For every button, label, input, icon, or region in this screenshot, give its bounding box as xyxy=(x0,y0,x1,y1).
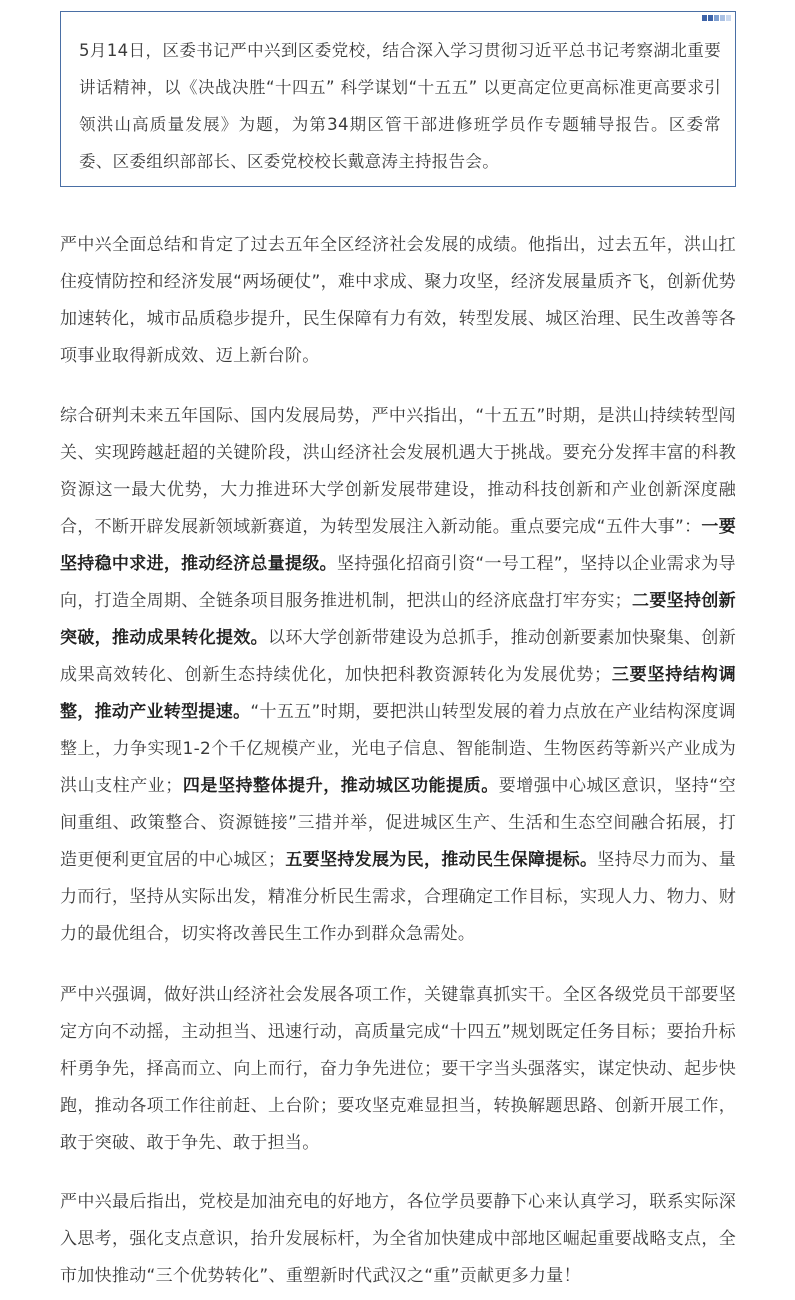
paragraph-emphasis: 严中兴强调，做好洪山经济社会发展各项工作，关键靠真抓实干。全区各级党员干部要坚定方向不动摇，主动担当、迅速行动，高质量完成“十四五”规划既定任务目标；要抬升标杆勇争先，择高而立、向上而行，奋力争先进位；要干字当头强落实，谋定快动、起步快跑，推动各项工作往前赶、上台阶；要攻坚克难显担当，转换解题思路、创新开展工作，敢于突破、敢于争先、敢于担当。 xyxy=(60,985,736,1153)
paragraph-achievements: 严中兴全面总结和肯定了过去五年全区经济社会发展的成绩。他指出，过去五年，洪山扛住疫情防控和经济发展“两场硬仗”，难中求成、聚力攻坚，经济发展量质齐飞，创新优势加速转化，城市品质稳步提升，民生保障有力有效，转型发展、城区治理、民生改善等各项事业取得新成效、迈上新台阶。 xyxy=(60,235,736,366)
paragraph-text: 以环大学创新带建设为总抓手，推动创新要素加快聚集、创新成果高效转化、创新生态持续优化，加快把科教资源转化为发展优势； xyxy=(60,628,736,685)
paragraph-text: 坚持强化招商引资“一号工程”，坚持以企业需求为导向，打造全周期、全链条项目服务推进机制，把洪山的经济底盘打牢夯实； xyxy=(60,554,736,611)
summary-box xyxy=(60,11,736,187)
task-4-heading: 四是坚持整体提升，推动城区功能提质。 xyxy=(182,776,499,796)
task-5-heading: 五要坚持发展为民，推动民生保障提标。 xyxy=(285,850,598,870)
paragraph-text: 要增强中心城区意识，坚持“空间重组、政策整合、资源链接”三措并举，促进城区生产、生活和生态空间融合拓展，打造更便利更宜居的中心城区； xyxy=(60,776,736,870)
paragraph-five-tasks xyxy=(60,398,736,953)
corner-decoration-icon xyxy=(702,15,731,21)
paragraph-text: “十五五”时期，要把洪山转型发展的着力点放在产业结构深度调整上，力争实现1-2个千亿规模产业，光电子信息、智能制造、生物医药等新兴产业成为洪山支柱产业； xyxy=(60,702,736,796)
summary-text: 5月14日，区委书记严中兴到区委党校，结合深入学习贯彻习近平总书记考察湖北重要讲话精神，以《决战决胜“十四五” 科学谋划“十五五” 以更高定位更高标准更高要求引领洪山高质量发展》为题，为第34期区管干部进修班学员作专题辅导报告。区委常委、区委组织部部长、区委党校校长戴意涛主持报告会。 xyxy=(79,41,721,171)
task-3-heading: 三要坚持结构调整，推动产业转型提速。 xyxy=(60,665,736,722)
task-1-heading: 一要坚持稳中求进，推动经济总量提级。 xyxy=(60,517,737,574)
paragraph-text: 综合研判未来五年国际、国内发展局势，严中兴指出，“十五五”时期，是洪山持续转型闯关、实现跨越赶超的关键阶段，洪山经济社会发展机遇大于挑战。要充分发挥丰富的科教资源这一最大优势，大力推进环大学创新发展带建设，推动科技创新和产业创新深度融合，不断开辟发展新领域新赛道，为转型发展注入新动能。重点要完成“五件大事”： xyxy=(60,406,736,537)
paragraph-conclusion: 严中兴最后指出，党校是加油充电的好地方，各位学员要静下心来认真学习，联系实际深入思考，强化支点意识，抬升发展标杆，为全省加快建成中部地区崛起重要战略支点，全市加快推动“三个优势转化”、重塑新时代武汉之“重”贡献更多力量！ xyxy=(60,1192,736,1286)
paragraph-text: 坚持尽力而为、量力而行，坚持从实际出发，精准分析民生需求，合理确定工作目标，实现人力、物力、财力的最优组合，切实将改善民生工作办到群众急需处。 xyxy=(60,850,736,944)
task-2-heading: 二要坚持创新突破，推动成果转化提效。 xyxy=(60,591,736,648)
